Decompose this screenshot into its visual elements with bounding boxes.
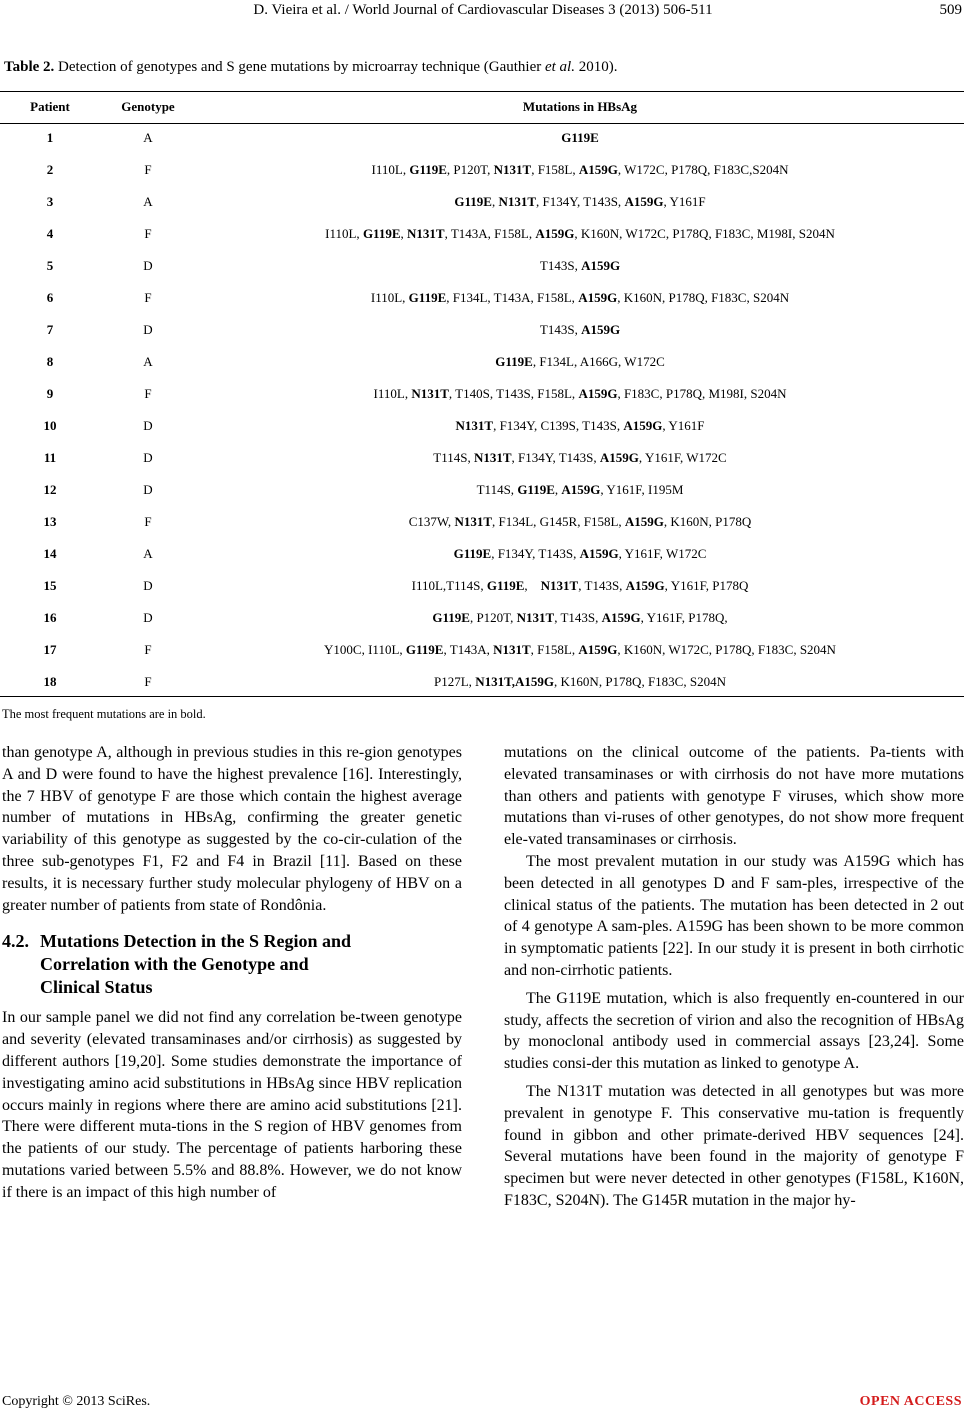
mutations-table <box>0 92 964 698</box>
mutation-text: , T143A, <box>443 642 494 657</box>
left-paragraph-1: than genotype A, although in previous studies in this re-gion genotypes A and D were found to have the highest prevalence [16]. Interestingly, the 7 HBV of genotype F are those which contain the highest average number of mutations in HBsAg, confirming the greater genetic variability of this genotype as suggested by the co-cir-culation of the three sub-genotypes F1, F2 and F4 in Brazil [11]. Based on these results, it is necessary further study molecular phylogeny of HBV on a greater number of patients from state of Rondônia. <box>2 744 462 914</box>
mutation-text: , Y161F, I195M <box>600 482 684 497</box>
frequent-mutation: N131T,A159G <box>475 674 555 689</box>
mutation-text: , K160N, P178Q, F183C, S204N <box>617 290 790 305</box>
mutations-cell <box>196 538 964 570</box>
frequent-mutation: G119E <box>405 642 444 657</box>
mutation-text: , Y161F, P178Q, <box>640 610 728 625</box>
frequent-mutation: N131T <box>455 418 494 433</box>
frequent-mutation: N131T <box>411 386 449 401</box>
table-row <box>0 378 964 410</box>
mutation-text: , Y161F, P178Q <box>664 578 749 593</box>
mutation-text: P127L, <box>434 674 476 689</box>
genotype-cell: D <box>143 418 153 433</box>
right-column <box>504 742 964 1212</box>
table-header-row <box>0 92 964 122</box>
table-row <box>0 570 964 602</box>
genotype-cell: D <box>143 482 153 497</box>
frequent-mutation: A159G <box>578 290 618 305</box>
patient-cell: 5 <box>46 258 54 273</box>
frequent-mutation: N131T <box>540 578 579 593</box>
mutation-text: T114S, <box>433 450 474 465</box>
patient-cell: 2 <box>46 162 54 177</box>
mutation-text: I110L,T114S, <box>411 578 487 593</box>
table-row <box>0 122 964 154</box>
mutation-text: I110L, <box>371 162 410 177</box>
mutations-cell <box>196 602 964 634</box>
patient-cell: 10 <box>43 418 57 433</box>
mutation-text: , <box>524 578 541 593</box>
patient-cell: 1 <box>46 130 54 145</box>
frequent-mutation: A159G <box>624 514 664 529</box>
table-row <box>0 314 964 346</box>
mutations-cell <box>196 218 964 250</box>
mutation-text: , T143A, F158L, <box>444 226 536 241</box>
mutation-text: , <box>400 226 408 241</box>
patient-cell: 17 <box>43 642 57 657</box>
frequent-mutation: A159G <box>581 322 621 337</box>
genotype-cell: F <box>144 226 152 241</box>
page-number: 509 <box>939 2 962 18</box>
frequent-mutation: A159G <box>578 386 618 401</box>
section-number: 4.2. <box>2 931 29 952</box>
patient-cell: 4 <box>46 226 54 241</box>
genotype-cell: A <box>143 546 153 561</box>
table-caption-text: Detection of genotypes and S gene mutations by microarray technique (Gauthier <box>58 59 542 75</box>
table-row <box>0 474 964 506</box>
right-paragraph-1: mutations on the clinical outcome of the patients. Pa-tients with elevated transaminases or with cirrhosis do not have more mutations than others and patients with genotype F viruses, which show more mutations than vi-ruses of other genotypes, do not show more frequent ele-vated transaminases or cirrhosis. <box>504 744 964 849</box>
column-header-genotype: Genotype <box>121 99 175 114</box>
mutation-text: I110L, <box>370 290 409 305</box>
mutations-cell <box>196 474 964 506</box>
frequent-mutation: G119E <box>362 226 401 241</box>
genotype-cell: D <box>143 322 153 337</box>
mutations-cell <box>196 250 964 282</box>
frequent-mutation: G119E <box>517 482 555 497</box>
mutation-text: , <box>554 482 562 497</box>
patient-cell: 16 <box>43 610 57 625</box>
column-header-mutations: Mutations in HBsAg <box>522 99 638 114</box>
mutation-text: , <box>491 194 499 209</box>
mutations-cell <box>196 666 964 698</box>
table-row <box>0 186 964 218</box>
mutation-text: Y100C, I110L, <box>324 642 406 657</box>
frequent-mutation: N131T <box>493 162 532 177</box>
frequent-mutation: G119E <box>486 578 525 593</box>
mutations-cell <box>196 442 964 474</box>
frequent-mutation: N131T <box>407 226 445 241</box>
patient-cell: 12 <box>43 482 57 497</box>
table-row <box>0 634 964 666</box>
table-row <box>0 602 964 634</box>
mutation-text: I110L, <box>325 226 363 241</box>
table-row <box>0 410 964 442</box>
table-row <box>0 666 964 698</box>
column-header-patient: Patient <box>30 99 70 114</box>
frequent-mutation: A159G <box>579 546 619 561</box>
patient-cell: 11 <box>43 450 57 465</box>
table-row <box>0 346 964 378</box>
frequent-mutation: A159G <box>578 162 618 177</box>
mutation-text: , K160N, W172C, P178Q, F183C, S204N <box>617 642 836 657</box>
patient-cell: 14 <box>43 546 57 561</box>
frequent-mutation: N131T <box>516 610 555 625</box>
mutation-text: , Y161F, W172C <box>618 546 707 561</box>
frequent-mutation: A159G <box>581 258 621 273</box>
mutation-text: , F183C, P178Q, M198I, S204N <box>617 386 787 401</box>
frequent-mutation: A159G <box>601 610 641 625</box>
mutations-cell <box>196 506 964 538</box>
patient-cell: 7 <box>46 322 54 337</box>
mutation-text: , K160N, W172C, P178Q, F183C, M198I, S204N <box>574 226 835 241</box>
table-row <box>0 250 964 282</box>
table-row <box>0 506 964 538</box>
frequent-mutation: A159G <box>535 226 575 241</box>
genotype-cell: F <box>144 642 152 657</box>
mutation-text: , F134L, G145R, F158L, <box>492 514 625 529</box>
table-row <box>0 538 964 570</box>
frequent-mutation: G119E <box>409 162 447 177</box>
table-caption <box>4 59 617 76</box>
mutation-text: , Y161F, W172C <box>638 450 727 465</box>
mutations-cell <box>196 346 964 378</box>
mutation-text: T143S, <box>539 322 582 337</box>
table-body <box>0 122 964 698</box>
frequent-mutation: G119E <box>561 130 599 145</box>
mutation-text: , F134L, T143A, F158L, <box>446 290 579 305</box>
mutation-text: , F158L, <box>530 642 579 657</box>
mutations-cell <box>196 154 964 186</box>
footer-copyright: Copyright © 2013 SciRes. <box>2 1394 151 1409</box>
patient-cell: 3 <box>46 194 54 209</box>
frequent-mutation: G119E <box>454 194 492 209</box>
genotype-cell: F <box>144 162 152 177</box>
genotype-cell: F <box>144 514 152 529</box>
patient-cell: 6 <box>46 290 54 305</box>
frequent-mutation: N131T <box>454 514 492 529</box>
left-paragraph-2: In our sample panel we did not find any correlation be-tween genotype and severity (elevated transaminases and/or cirrhosis) as suggested by different authors [19,20]. Some studies demonstrate the importance of investigating amino acid substitutions in HBsAg since HBV replication occurs mainly in regions where there are amino acid substitutions [21]. There were different muta-tions in the S region of HBV genomes from the patients of our study. The percentage of patients harboring these mutations varied between 5.5% and 88.8%. However, we do not know if there is an impact of this high number of <box>2 1009 462 1201</box>
running-header: D. Vieira et al. / World Journal of Cardiovascular Diseases 3 (2013) 506-511 <box>253 2 713 18</box>
genotype-cell: F <box>144 290 152 305</box>
mutation-text: , F134Y, T143S, <box>511 450 600 465</box>
mutation-text: , Y161F <box>662 418 705 433</box>
genotype-cell: D <box>143 450 153 465</box>
genotype-cell: D <box>143 258 153 273</box>
mutation-text: , P120T, <box>469 610 517 625</box>
right-paragraph-3: The G119E mutation, which is also frequently en-countered in our study, affects the secretion of virion and also the recognition of HBsAg by monoclonal antibody used in commercial assays [23,24]. Some studies consi-der this mutation as linked to genotype A. <box>504 989 964 1073</box>
table-caption-end: 2010). <box>578 59 618 75</box>
mutation-text: C137W, <box>408 514 455 529</box>
frequent-mutation: N131T <box>473 450 512 465</box>
mutations-cell <box>196 314 964 346</box>
patient-cell: 13 <box>43 514 57 529</box>
mutation-text: T114S, <box>476 482 518 497</box>
left-column <box>2 742 462 1204</box>
mutations-cell <box>196 410 964 442</box>
genotype-cell: A <box>143 194 153 209</box>
mutations-cell <box>196 122 964 154</box>
genotype-cell: F <box>144 674 152 689</box>
table-caption-etal: et al. <box>544 59 575 75</box>
footer-open-access: OPEN ACCESS <box>859 1394 962 1409</box>
genotype-cell: D <box>143 578 153 593</box>
mutation-text: , T143S, <box>578 578 626 593</box>
section-title-line-1: Mutations Detection in the S Region and <box>40 931 352 952</box>
mutation-text: T143S, <box>539 258 582 273</box>
mutations-cell <box>196 282 964 314</box>
frequent-mutation: N131T <box>498 194 537 209</box>
frequent-mutation: A159G <box>625 578 665 593</box>
frequent-mutation: A159G <box>578 642 618 657</box>
genotype-cell: A <box>143 354 153 369</box>
mutations-cell <box>196 634 964 666</box>
table-row <box>0 154 964 186</box>
patient-cell: 18 <box>43 674 57 689</box>
frequent-mutation: G119E <box>432 610 470 625</box>
frequent-mutation: A159G <box>624 194 664 209</box>
mutation-text: , F134Y, T143S, <box>491 546 580 561</box>
table-caption-label: Table 2. <box>4 59 55 75</box>
mutation-text: , P120T, <box>446 162 494 177</box>
mutation-text: I110L, <box>373 386 412 401</box>
mutation-text: , W172C, P178Q, F183C,S204N <box>617 162 789 177</box>
mutation-text: , F134Y, T143S, <box>536 194 625 209</box>
mutation-text: , K160N, P178Q <box>663 514 752 529</box>
frequent-mutation: A159G <box>599 450 639 465</box>
mutations-cell <box>196 186 964 218</box>
frequent-mutation: G119E <box>408 290 447 305</box>
right-paragraph-4: The N131T mutation was detected in all genotypes but was more prevalent in genotype F. This conservative mu-tation is frequently found in gibbon and other primate-derived HBV sequences [24]. Several mutations have been found in the majority of genotype F specimen but were never detected in other genotypes (F158L, K160N, F183C, S204N). The G145R mutation in the major hy- <box>504 1082 964 1209</box>
patient-cell: 15 <box>43 578 57 593</box>
table-note: The most frequent mutations are in bold. <box>2 707 206 721</box>
mutation-text: , F134L, A166G, W172C <box>532 354 665 369</box>
mutation-text: , F158L, <box>531 162 579 177</box>
table-row <box>0 282 964 314</box>
frequent-mutation: G119E <box>495 354 533 369</box>
frequent-mutation: N131T <box>493 642 531 657</box>
patient-cell: 8 <box>46 354 54 369</box>
mutations-cell <box>196 378 964 410</box>
patient-cell: 9 <box>46 386 54 401</box>
mutation-text: , Y161F <box>663 194 706 209</box>
mutation-text: , T140S, T143S, F158L, <box>448 386 579 401</box>
mutation-text: , K160N, P178Q, F183C, S204N <box>554 674 726 689</box>
right-paragraph-2: The most prevalent mutation in our study was A159G which has been detected in all genotypes D and F sam-ples, irrespective of the clinical status of the patients. The mutation has been detected in 2 out of 4 genotype A sam-ples. A159G has been shown to be more common in symptomatic patients [22]. In our study it is present in both cirrhotic and non-cirrhotic patients. <box>504 852 964 979</box>
genotype-cell: F <box>144 386 152 401</box>
section-title-line-3: Clinical Status <box>40 977 153 998</box>
mutations-cell <box>196 570 964 602</box>
section-heading <box>2 930 462 999</box>
table-row <box>0 442 964 474</box>
section-title-line-2: Correlation with the Genotype and <box>40 954 309 975</box>
genotype-cell: D <box>143 610 153 625</box>
frequent-mutation: G119E <box>453 546 492 561</box>
frequent-mutation: A159G <box>623 418 663 433</box>
genotype-cell: A <box>143 130 153 145</box>
mutation-text: , T143S, <box>554 610 602 625</box>
table-row <box>0 218 964 250</box>
frequent-mutation: A159G <box>561 482 601 497</box>
mutation-text: , F134Y, C139S, T143S, <box>493 418 624 433</box>
